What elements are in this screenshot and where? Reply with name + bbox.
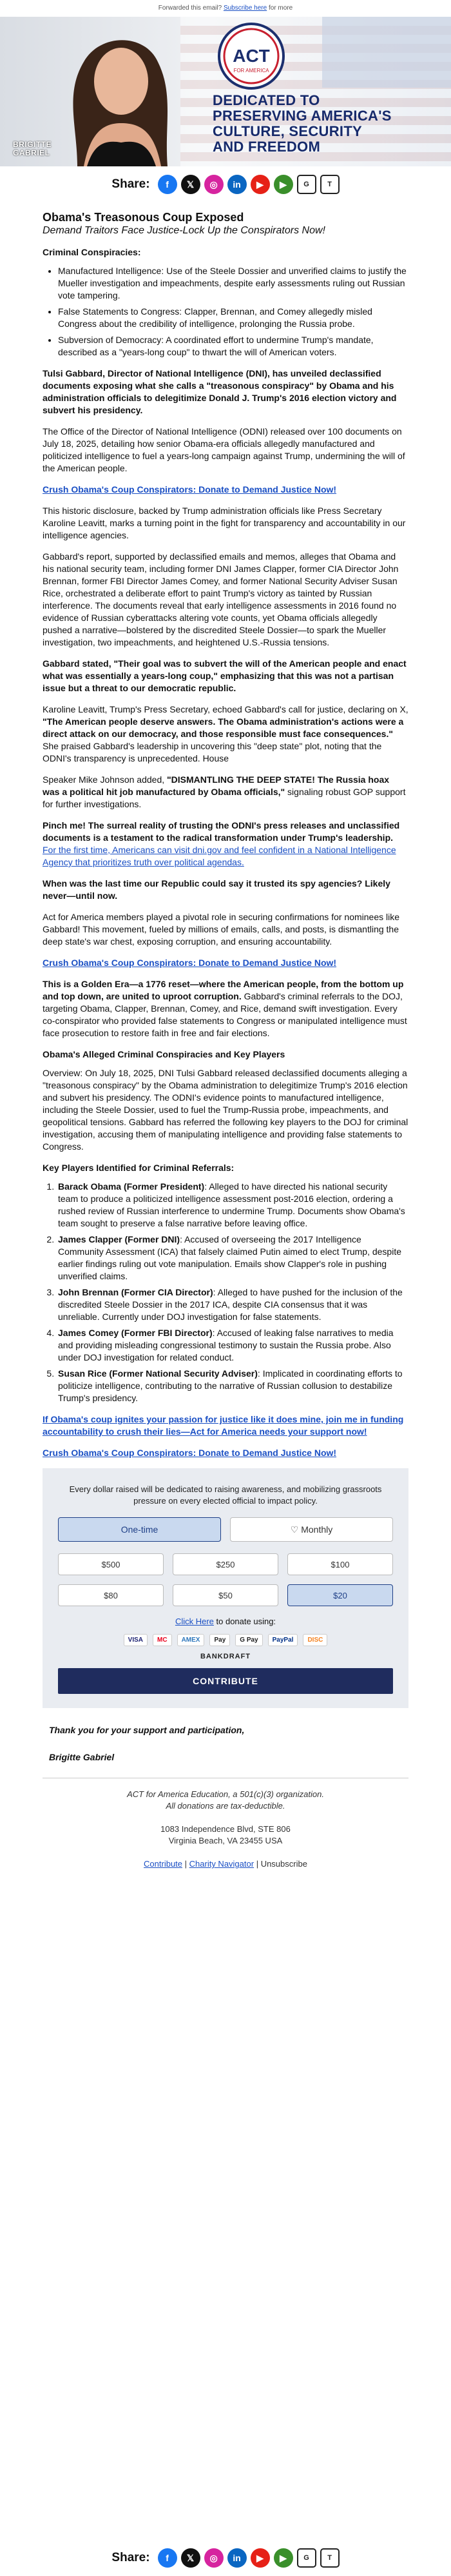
share-bar-top <box>0 166 451 202</box>
amount-button[interactable]: $100 <box>287 1553 393 1575</box>
list-item: 2. James Clapper (Former DNI): Accused of overseeing the 2017 Intelligence Community Assessment (ICA) that falsely claimed Putin aimed to elect Trump, despite earlier findings ruling out vote manipulation. Emails show Clapper's role in pushing unverified claims. <box>57 1234 408 1283</box>
footer-unsubscribe[interactable]: Unsubscribe <box>260 1859 307 1869</box>
youtube-icon[interactable]: ▶ <box>251 175 270 194</box>
bankdraft-logo: BANKDRAFT <box>200 1653 251 1660</box>
list-item: • Manufactured Intelligence: Use of the Steele Dossier and unverified claims to justify the Mueller investigation and impeachments, despite early assessments ruling out Russian vote tampering. <box>58 265 408 302</box>
paragraph-golden: This is a Golden Era—a 1776 reset—where the American people, from the bottom up and top down, are united to uproot corruption. Gabbard's criminal referrals to the DOJ, targeting Obama, Clapper, Brennan, Comey, and Rice, demand swift investigation. Every co-conspirator who provided false statements to Congress or manipulated intelligence must face prosecution to restore faith in free and fair elections. <box>43 979 407 1038</box>
thanks-text: Thank you for your support and participation, <box>49 1725 245 1735</box>
amount-button-selected[interactable]: $20 <box>287 1584 393 1606</box>
share-label: Share: <box>111 177 150 191</box>
youtube-icon[interactable]: ▶ <box>251 2548 270 2568</box>
logo-text: ACT <box>233 46 270 66</box>
paragraph-report: Gabbard's report, supported by declassified emails and memos, alleges that Obama and his national security team, including former DNI James Clapper, former CIA Director John Brennan, former FBI Director James Comey, and former National Security Adviser Susan Rice, orchestrated a deliberate effort to paint Trump's victory as tainted by Russian interference. The documents reveal that early intelligence assessments in 2016 found no evidence of Russian cyberattacks altering vote counts, yet Obama officials allegedly pushed a narrative—bolstered by the discredited Steele Dossier—to spark the Mueller investigation, two impeachments, and heightened U.S.-Russia tensions. <box>43 551 399 647</box>
click-here-row: Click Here to donate using: <box>175 1617 276 1626</box>
instagram-icon[interactable]: ◎ <box>204 2548 224 2568</box>
signoff <box>0 1708 451 1764</box>
person-name: BRIGITTE GABRIEL <box>13 140 52 157</box>
paragraph-when: When was the last time our Republic could say it trusted its spy agencies? Likely never—until now. <box>43 878 390 901</box>
paypal-icon: PayPal <box>268 1634 298 1646</box>
x-icon[interactable]: 𝕏 <box>181 175 200 194</box>
share-label: Share: <box>111 2551 150 2564</box>
conspiracies-heading: Criminal Conspiracies: <box>43 247 141 257</box>
amount-button[interactable]: $250 <box>173 1553 278 1575</box>
amount-button[interactable]: $50 <box>173 1584 278 1606</box>
paragraph-odni: The Office of the Director of National Intelligence (ODNI) released over 100 documents on July 18, 2025, detailing how senior Obama-era officials allegedly manufactured and politicized intelligence to fuel a years-long campaign against Trump, undermining the will of the American people. <box>43 426 405 473</box>
flag-canton <box>322 17 451 88</box>
forwarded-suffix: for more <box>268 5 293 12</box>
dni-gov-link[interactable]: For the first time, Americans can visit dni.gov and feel confident in a National Intelligence Agency that prioritizes truth over political agendas. <box>43 845 396 867</box>
share-bar-bottom <box>0 2540 451 2576</box>
amex-icon: AMEX <box>177 1634 205 1646</box>
linkedin-icon[interactable]: in <box>227 175 247 194</box>
signoff-name: Brigitte Gabriel <box>49 1752 115 1762</box>
footer-charity-link[interactable]: Charity Navigator <box>189 1859 254 1869</box>
rumble-icon[interactable]: ▶ <box>274 2548 293 2568</box>
paragraph-gabbard-quote: Gabbard stated, "Their goal was to subvert the will of the American people and enact what was essentially a years-long coup," emphasizing that this was not a partisan issue but a threat to our democratic republic. <box>43 658 407 693</box>
google-pay-icon: G Pay <box>235 1634 262 1646</box>
amount-button[interactable]: $80 <box>58 1584 164 1606</box>
article-subtitle: Demand Traitors Face Justice-Lock Up the Conspirators Now! <box>43 225 325 236</box>
footer-links: Contribute | Charity Navigator | Unsubscribe <box>144 1859 307 1869</box>
act-logo <box>216 21 287 92</box>
list-item: • False Statements to Congress: Clapper, Brennan, and Comey allegedly misled Congress about the credibility of intelligence, prolonging the Russia probe. <box>58 306 408 330</box>
payment-methods <box>58 1634 393 1646</box>
facebook-icon[interactable]: f <box>158 2548 177 2568</box>
paragraph-leavitt: Karoline Leavitt, Trump's Press Secretary, echoed Gabbard's call for justice, declaring on X, "The American people deserve answers. The Obama administration's actions were a direct attack on our democracy, and those responsible must face consequences." She praised Gabbard's leadership in uncovering this "deep state" plot, noting that the ODNI's transparency is unprecedented. House <box>43 704 408 763</box>
gettr-icon[interactable]: G <box>297 175 316 194</box>
facebook-icon[interactable]: f <box>158 175 177 194</box>
click-here-link[interactable]: Click Here <box>175 1617 214 1626</box>
discover-icon: DISC <box>303 1634 327 1646</box>
forwarded-bar <box>0 0 451 17</box>
monthly-button[interactable]: ♡ Monthly <box>230 1517 393 1542</box>
subscribe-link[interactable]: Subscribe here <box>223 5 267 12</box>
apple-pay-icon: Pay <box>209 1634 230 1646</box>
contribute-button[interactable]: CONTRIBUTE <box>58 1668 393 1694</box>
paragraph-johnson: Speaker Mike Johnson added, "DISMANTLING THE DEEP STATE! The Russia hoax was a political hit job manufactured by Obama officials," signaling robust GOP support for further investigations. <box>43 774 406 809</box>
list-item: • Subversion of Democracy: A coordinated effort to undermine Trump's mandate, described as a "years-long coup" to thwart the will of American voters. <box>58 334 408 359</box>
footer-address-1: 1083 Independence Blvd, STE 806 <box>160 1824 291 1834</box>
x-icon[interactable]: 𝕏 <box>181 2548 200 2568</box>
footer-org-line-2: All donations are tax-deductible. <box>166 1801 285 1811</box>
one-time-button[interactable]: One-time <box>58 1517 221 1542</box>
paragraph-intro: Tulsi Gabbard, Director of National Intelligence (DNI), has unveiled declassified documents exposing what she calls a "treasonous conspiracy" by Obama and his administration officials to delegitimize Donald J. Trump's 2016 election victory and subvert his presidency. <box>43 368 397 415</box>
portrait-image <box>39 17 200 166</box>
paragraph-pinch: Pinch me! The surreal reality of trusting the ODNI's press releases and unclassified documents is a testament to the radical transformation under Trump's leadership. For the first time, Americans can visit dni.gov and feel confident in a National Intelligence Agency that prioritizes truth over political agendas. <box>43 820 400 867</box>
footer-address-2: Virginia Beach, VA 23455 USA <box>168 1836 283 1845</box>
mastercard-icon: MC <box>153 1634 172 1646</box>
instagram-icon[interactable]: ◎ <box>204 175 224 194</box>
donate-link-4[interactable]: Crush Obama's Coup Conspirators: Donate to Demand Justice Now! <box>43 1448 337 1458</box>
key-players-heading: Key Players Identified for Criminal Referrals: <box>43 1163 235 1173</box>
paragraph-historic: This historic disclosure, backed by Trump administration officials like Press Secretary Karoline Leavitt, marks a turning point in the fight for transparency and accountability in our intelligence agencies. <box>43 506 406 540</box>
list-item: 4. James Comey (Former FBI Director): Accused of leaking false narratives to media and providing misleading congressional testimony to sustain the Russia probe. Also under DOJ investigation for related conduct. <box>57 1327 408 1364</box>
forwarded-text: Forwarded this email? <box>158 5 222 12</box>
truth-social-icon[interactable]: T <box>320 175 340 194</box>
amount-button[interactable]: $500 <box>58 1553 164 1575</box>
footer-contribute-link[interactable]: Contribute <box>144 1859 183 1869</box>
header-banner <box>0 17 451 166</box>
donate-link-3[interactable]: If Obama's coup ignites your passion for justice like it does mine, join me in funding accountability to crush their lies—Act for America needs your support now! <box>43 1414 404 1437</box>
rumble-icon[interactable]: ▶ <box>274 175 293 194</box>
donation-form <box>43 1468 408 1708</box>
truth-social-icon[interactable]: T <box>320 2548 340 2568</box>
article-body <box>0 202 451 1459</box>
donation-intro: Every dollar raised will be dedicated to raising awareness, and mobilizing grassroots pressure on every elected official to impact policy. <box>69 1484 382 1506</box>
banner-title: DEDICATED TO PRESERVING AMERICA'S CULTURE, SECURITY AND FREEDOM <box>213 92 392 155</box>
logo-subtext: FOR AMERICA <box>233 68 269 74</box>
alleged-heading: Obama's Alleged Criminal Conspiracies and Key Players <box>43 1049 285 1059</box>
amount-grid <box>58 1553 393 1606</box>
list-item: 3. John Brennan (Former CIA Director): Alleged to have pushed for the inclusion of the discredited Steele Dossier in the 2017 ICA, despite CIA consensus that it was unreliable. Currently under DOJ investigation for false statements. <box>57 1286 408 1323</box>
paragraph-overview: Overview: On July 18, 2025, DNI Tulsi Gabbard released declassified documents alleging a "treasonous conspiracy" by the Obama administration to delegitimize Trump's 2016 election and subvert his presidency. The ODNI's evidence points to manufactured intelligence, including the Steele Dossier, used to fuel the Trump-Russia probe, impeachments, and geopolitical tensions. Gabbard has referred the following key players to the DOJ for criminal investigation, accusing them of manipulating intelligence and providing false statements to Congress. <box>43 1068 408 1152</box>
footer-org-line-1: ACT for America Education, a 501(c)(3) organization. <box>127 1789 324 1799</box>
linkedin-icon[interactable]: in <box>227 2548 247 2568</box>
gettr-icon[interactable]: G <box>297 2548 316 2568</box>
conspiracies-list <box>58 265 408 359</box>
donate-link-2[interactable]: Crush Obama's Coup Conspirators: Donate to Demand Justice Now! <box>43 958 337 968</box>
frequency-toggle <box>58 1517 393 1542</box>
article-title: Obama's Treasonous Coup Exposed <box>43 211 244 224</box>
key-players-list <box>57 1181 408 1404</box>
visa-icon: VISA <box>124 1634 148 1646</box>
list-item: 5. Susan Rice (Former National Security Adviser): Implicated in coordinating efforts to politicize intelligence, contributing to the narrative of Russian collusion to destabilize Trump's presidency. <box>57 1368 408 1404</box>
donate-link-1[interactable]: Crush Obama's Coup Conspirators: Donate to Demand Justice Now! <box>43 484 337 495</box>
heart-icon: ♡ <box>290 1524 302 1535</box>
footer <box>0 1778 451 1870</box>
paragraph-act: Act for America members played a pivotal role in securing confirmations for nominees like Gabbard! This movement, fueled by millions of emails, calls, and posts, is dismantling the deep state's war chest, exposing corruption, and ensuring accountability. <box>43 912 400 947</box>
list-item: 1. Barack Obama (Former President): Alleged to have directed his national security team to produce a politicized intelligence assessment post-2016 election, ordering a rushed review of Russian interference to undermine Trump. Documents show Obama's team sought to preserve a false narrative before leaving office. <box>57 1181 408 1230</box>
